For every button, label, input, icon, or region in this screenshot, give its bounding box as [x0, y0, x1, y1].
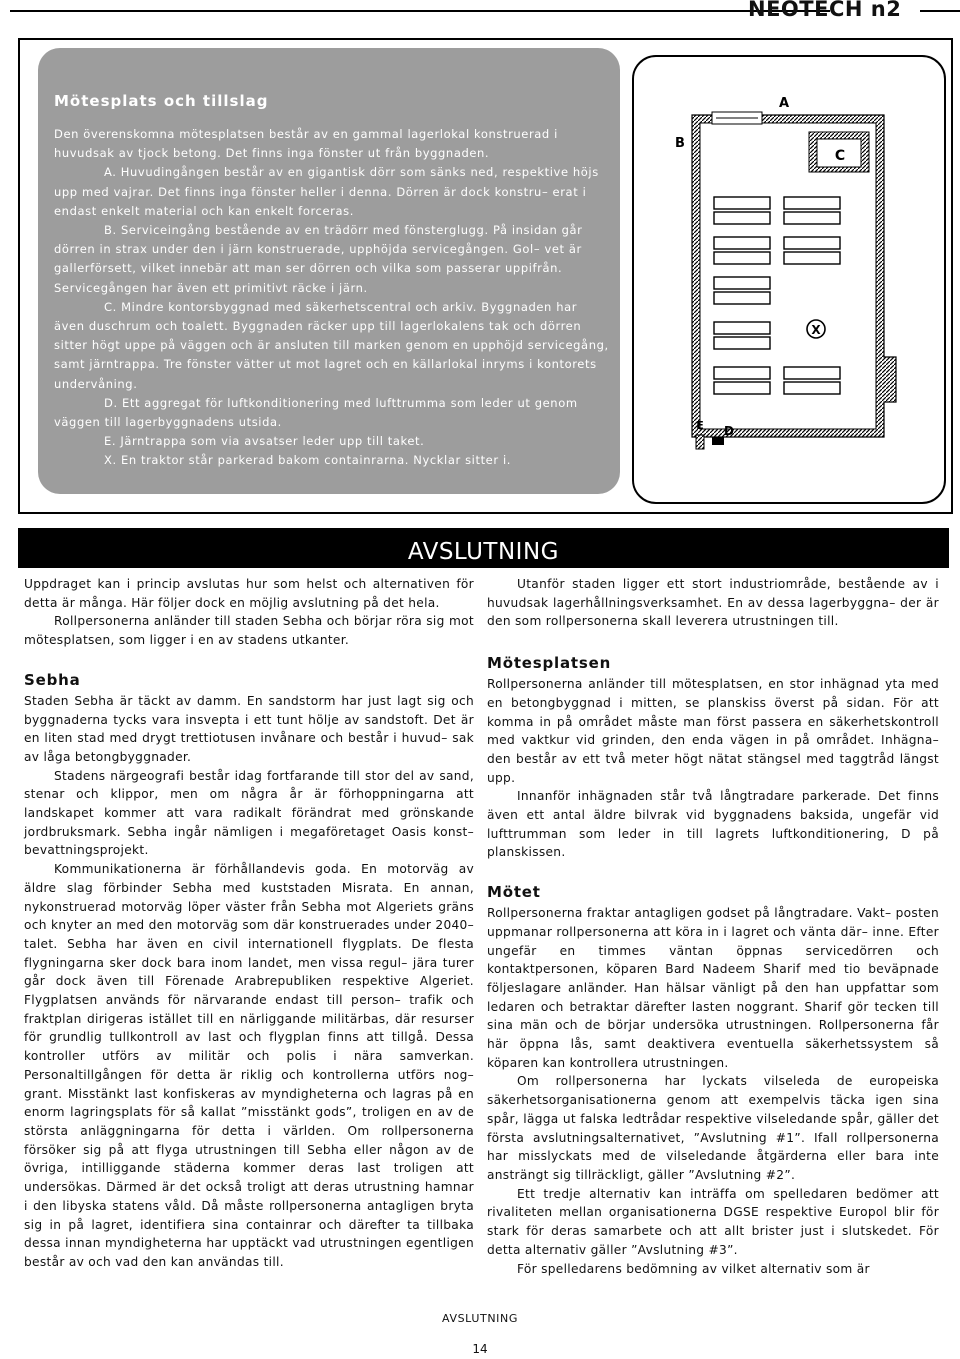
footer-section-label: AVSLUTNING: [442, 1312, 518, 1325]
site-plan: [632, 55, 946, 504]
paragraph: Ett tredje alternativ kan inträffa om spelledaren bedömer att rivaliteten mellan organisationerna DGSE respektive Europol blir för stark för deras samarbete och att allt brister just i slutskedet. För detta alternativ gäller ”Avslutning #3”.: [487, 1186, 939, 1257]
box-paragraph: B. Serviceingång bestående av en trädörr med fönsterglugg. På insidan går dörren in strax under den i järn konstruerade, upphöjda servicegången. Gol– vet är gallerförsett, vilket innebär att man ser dörren och vilka som passerar uppifrån. Servicegången har även ett primitivt räcke i järn.: [54, 223, 583, 295]
header-rule: [10, 10, 830, 12]
section-banner: [18, 528, 949, 568]
label-x: X: [811, 323, 821, 337]
info-box: [38, 48, 620, 494]
site-plan-drawing: [634, 57, 944, 502]
page-number: 14: [472, 1342, 488, 1356]
column-left: [24, 575, 474, 1272]
paragraph: Uppdraget kan i princip avslutas hur som helst och alternativen för detta är många. Här följer dock en möjlig avslutning på det hela.: [24, 577, 474, 610]
box-paragraph: Den överenskomna mötesplatsen består av en gammal lagerlokal konstruerad i huvudsak av tjock betong. Det finns inga fönster ut från byggnaden.: [54, 127, 558, 161]
label-e: E: [696, 419, 704, 432]
paragraph: Utanför staden ligger ett stort industriområde, bestående av i huvudsak lagerhållningsverksamhet. En av dessa lagerbyggna– der är den som rollpersonerna skall leverera utrustningen till.: [487, 577, 939, 629]
paragraph: Staden Sebha är täckt av damm. En sandstorm har just lagt sig och byggnaderna tycks vara insvepta i ett tunt hölje av sandstoft. Det är en liten stad med drygt trettiotusen invånare och består i huvud– sak av låga betongbyggnader.: [24, 693, 474, 764]
info-box-title: Mötesplats och tillslag: [54, 92, 269, 110]
paragraph: Rollpersonerna fraktar antagligen godset på långtradare. Vakt– posten uppmanar rollpersonerna att köra in i lagret och vänta där– inne. Efter ungefär en timmes väntan öppnas servicedörren och kontaktpersonen, köparen Bard Nadeem Sharif med tio beväpnade följeslagare anländer. Han hälsar vänligt på den han uppfattar som ledaren och betraktar därefter lasten noggrant. Sharif gör tecken till sina män och de börjar undersöka utrustningen. Rollpersonerna får här öppna lås, samt deaktivera eventuella säkerhetssystem så köparen kan kontrollera utrustningen.: [487, 906, 939, 1070]
label-c: C: [834, 148, 846, 164]
box-paragraph: A. Huvudingången består av en gigantisk dörr som sänks ned, respektive höjs upp med vajrar. Det finns inga fönster heller i denna. Dörren är dock konstru– erat i endast enkelt material och kan enkelt forceras.: [54, 165, 599, 218]
header-brand: NEOTECH n2: [748, 0, 902, 21]
paragraph: Om rollpersonerna har lyckats vilseleda de europeiska säkerhetsorganisationerna genom att exempelvis täcka igen sina spår, lägga ut falska ledtrådar respektive vilseledande spår, gäller det första avslutningsalternativet, ”Avslutning #1”. Ifall rollpersonerna har misslyckats med de vilseledande åtgärderna eller bara inte ansträngt sig tillräckligt, gäller ”Avslutning #2”.: [487, 1074, 939, 1182]
label-b: B: [675, 136, 685, 151]
paragraph: Kommunikationerna är förhållandevis goda. En motorväg av äldre slag förbinder Sebha med kuststaden Misrata. En annan, nykonstruerad motorväg löper väster från Sebha mot Algeriets gräns och knyter an med den motorväg som där konstruerades under 2040–talet. Sebha har även en civil internationell flygplats. De flesta flygningarna sker dock bara inom landet, men vissa regul– jära turer går dock även till Förenade Arabrepubliken respektive Algeriet. Flygplatsen används för närvarande endast till person– trafik och fraktplan dirigeras istället till en närliggande militärbas, där resurser för grundlig tullkontroll av last och flygplan finns att tillgå. Dessa kontroller utförs av militär och polis i nära samverkan. Personaltillgången för detta är riklig och kontrollerna utförs nog– grant. Misstänkt last konfiskeras av myndigheterna och lagras på en enorm lagringsplats för så kallat ”misstänkt gods”, troligen en av de största anläggningarna för detta i världen. Om rollpersonerna försöker sig på att flyga utrustningen till Sebha eller någon av de övriga, intilliggande städerna kommer deras last troligen att undersökas. Därmed är det också troligt att deras utrustning hamnar i den libyska statens våld. Då måste rollpersonerna antagligen bryta sig in på lagret, identifiera sina containrar och därefter ta tillbaka dessa innan myndigheterna har upptäckt vad utrustningen egentligen består av och vad den kan användas till.: [24, 862, 474, 1269]
header-rule-right: [920, 10, 960, 12]
info-box-text: [54, 125, 610, 471]
label-d: D: [724, 424, 734, 438]
column-right: [487, 575, 939, 1278]
box-paragraph: C. Mindre kontorsbyggnad med säkerhetscentral och arkiv. Byggnaden har även duschrum och toalett. Byggnaden räcker upp till lagerlokalens tak och dörren sitter högt uppe på väggen och är ansluten till marken genom en upphöjd servicegång, samt järntrappa. Tre fönster vätter ut mot lagret och en källarlokal inryms i kontorets undervåning.: [54, 299, 609, 391]
heading-motet: Mötet: [487, 883, 541, 902]
paragraph: Rollpersonerna anländer till staden Sebha och börjar röra sig mot mötesplatsen, som ligger i en av stadens utkanter.: [24, 614, 474, 648]
box-paragraph: E. Järntrappa som via avsatser leder upp till taket.: [104, 434, 425, 449]
paragraph: Rollpersonerna anländer till mötesplatsen, en stor inhägnad yta med en betongbyggnad i mitten, se planskiss överst på sidan. För att komma in på området måste man först passera en säkerhetskontroll med vaktkur vid grinden, den enda vägen in på området. Inhägna– den består av ett två meter högt nätat stängsel med taggtråd längst upp.: [487, 677, 939, 785]
paragraph: För spelledarens bedömning av vilket alternativ som är: [517, 1261, 870, 1276]
box-paragraph: D. Ett aggregat för luftkonditionering med lufttrumma som leder ut genom väggen till lagerbyggnadens utsida.: [54, 395, 578, 430]
section-title: AVSLUTNING: [407, 539, 559, 565]
paragraph: Innanför inhägnaden står två långtradare parkerade. Det finns även ett antal äldre bilvrak vid byggnadens baksida, ungefär vid lufttrumman som leder in till lagrets luftkonditionering, D på planskissen.: [487, 789, 939, 860]
label-a: A: [778, 96, 790, 111]
box-paragraph: X. En traktor står parkerad bakom containrarna. Nycklar sitter i.: [104, 453, 511, 468]
heading-motesplatsen: Mötesplatsen: [487, 654, 612, 673]
paragraph: Stadens närgeografi består idag fortfarande till stor del av sand, stenar och klippor, men om några år är förhoppningarna att landskapet kommer att vara radikalt förändrat med grönskande jordbruksmark. Sebha ingår nämligen i megaföretaget Oasis konst– bevattningsprojekt.: [24, 768, 474, 858]
heading-sebha: Sebha: [24, 670, 81, 689]
